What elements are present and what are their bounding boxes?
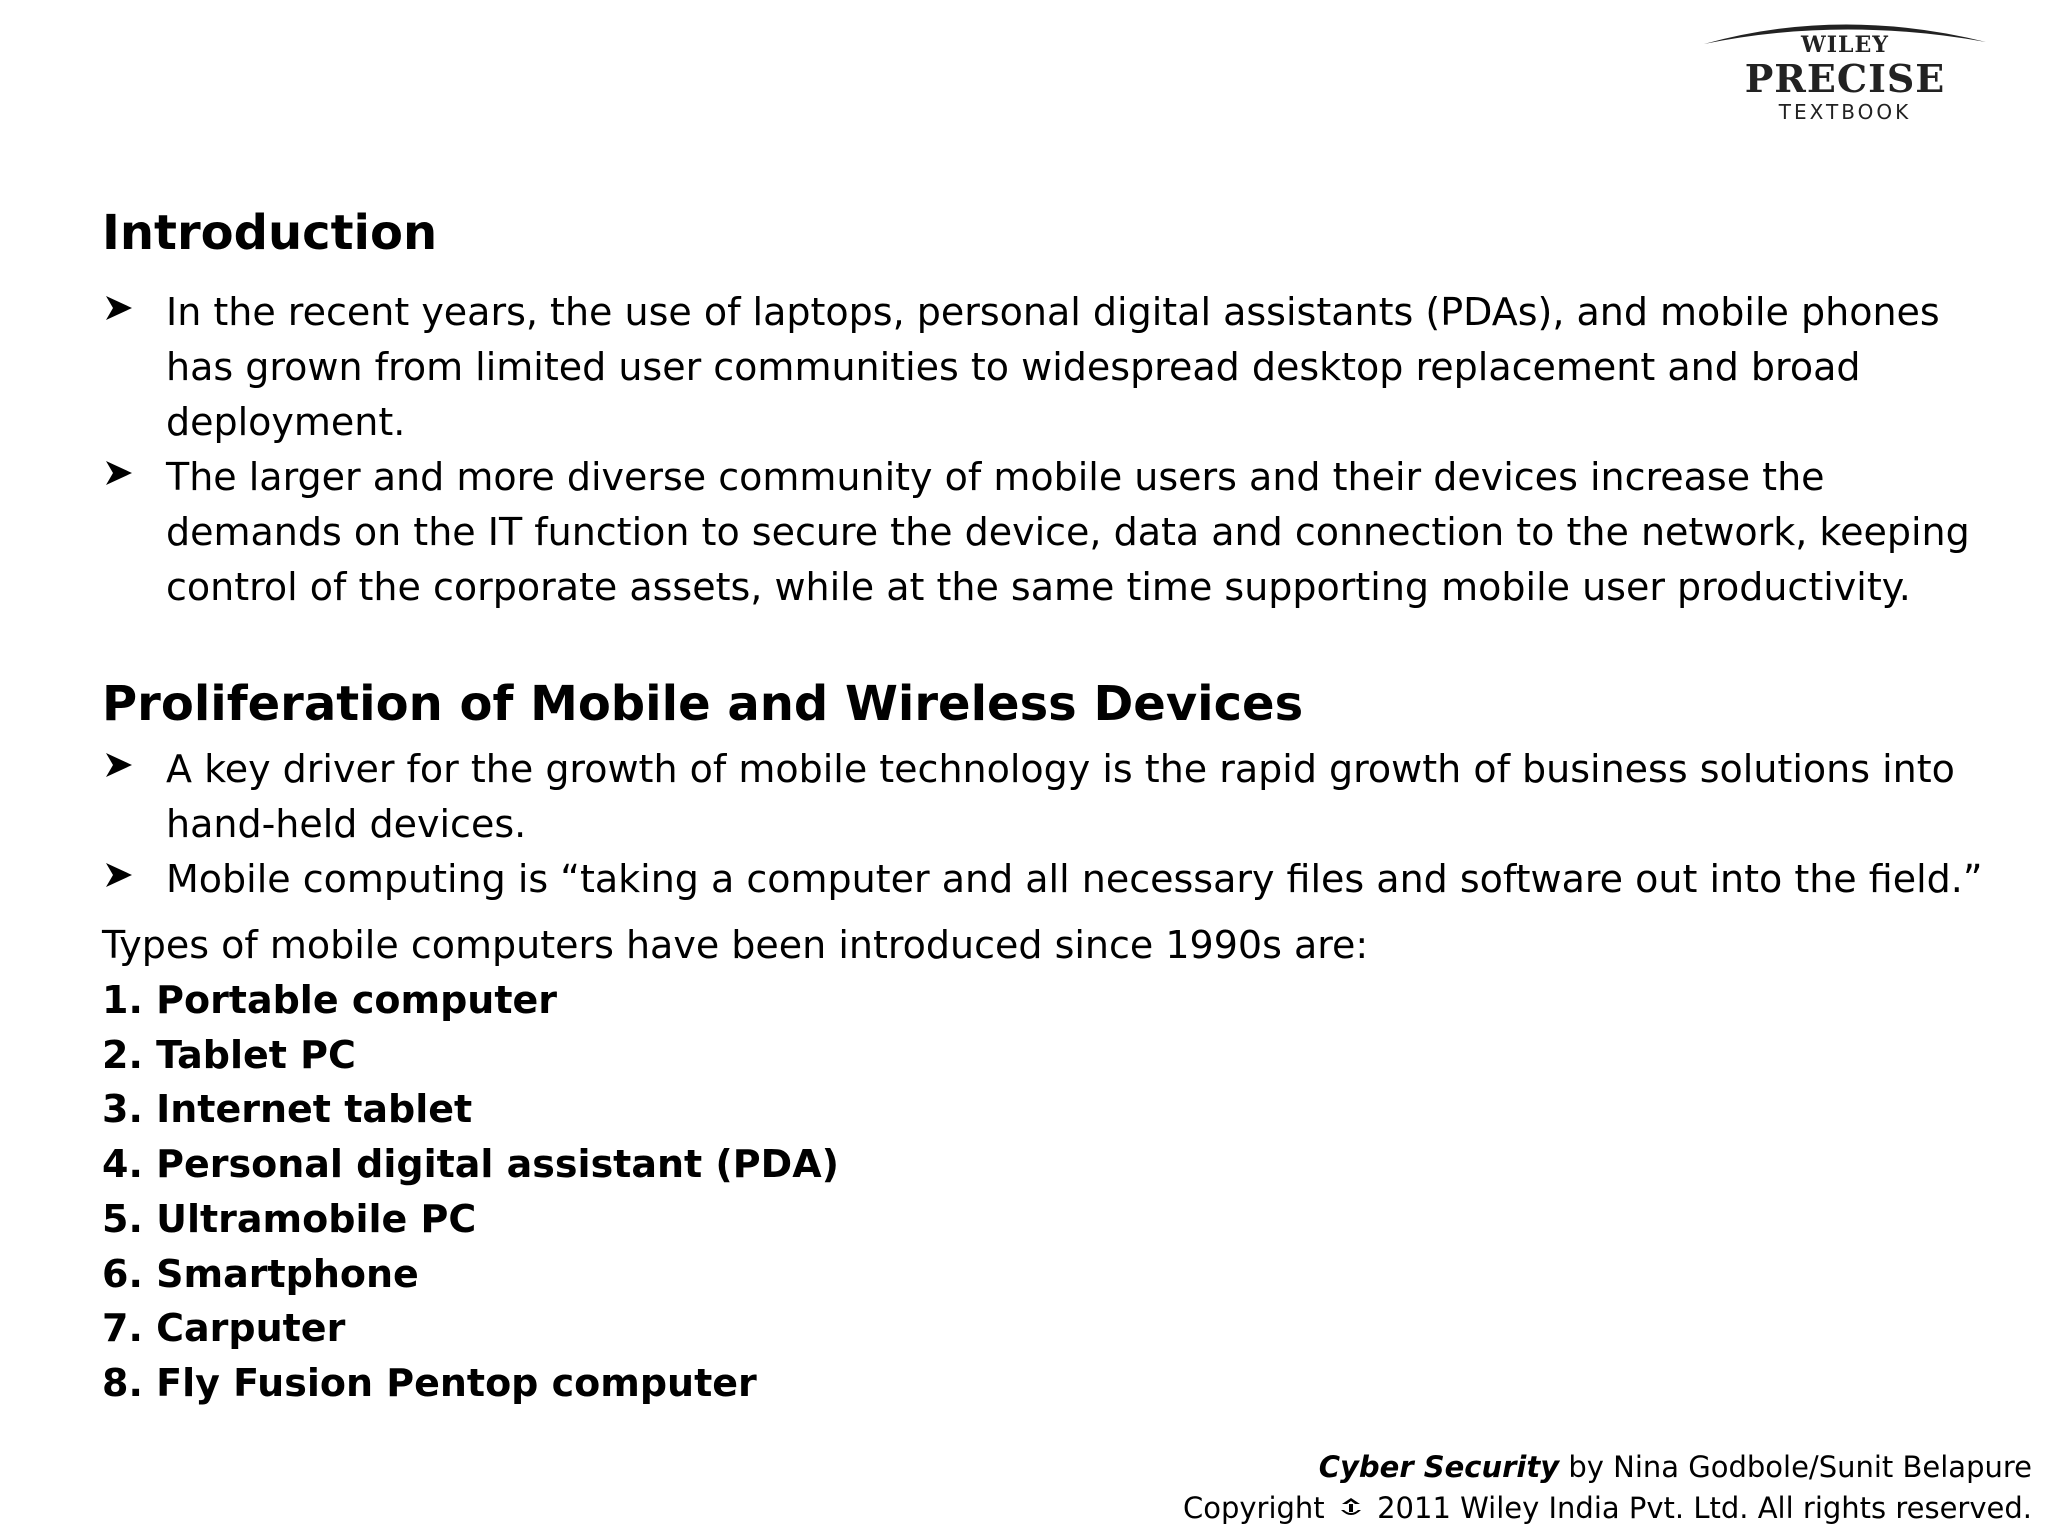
logo-line: PRECISE [1744,56,1946,101]
book-title: Cyber Security [1318,1450,1560,1484]
list-item: 7. Carputer [102,1306,346,1351]
footer-credit-line [1183,1447,2032,1488]
bullet-item [102,852,2002,907]
logo-series: TEXTBOOK [1778,100,1912,124]
types-intro-text: Types of mobile computers have been introduced since 1990s are: [102,923,1369,967]
proliferation-heading: Proliferation of Mobile and Wireless Devices [102,676,1304,732]
bullet-text: In the recent years, the use of laptops, personal digital assistants (PDAs), and mobile phones has grown from limited user communities to widespread desktop replacement and broad deployment. [166,290,1940,444]
footer [1183,1447,2032,1529]
arrow-bullet-icon [104,450,138,505]
list-item: 1. Portable computer [102,978,557,1022]
list-item: 4. Personal digital assistant (PDA) [102,1142,839,1187]
arrow-bullet-icon [104,852,138,907]
logo-publisher: WILEY [1801,32,1889,58]
list-item: 6. Smartphone [102,1251,419,1296]
bullet-item [102,450,2002,615]
wiley-precise-logo [1700,12,1990,122]
arrow-bullet-icon [104,285,138,340]
copyright-icon [1338,1491,1364,1517]
copyright-prefix: Copyright [1182,1491,1325,1525]
types-list [102,973,839,1411]
arrow-bullet-icon [104,742,138,797]
copyright-text: 2011 Wiley India Pvt. Ltd. All rights reserved. [1377,1491,2032,1525]
list-item: 3. Internet tablet [102,1087,473,1132]
bullet-item [102,742,2002,852]
introduction-bullets [102,285,2002,615]
bullet-text: A key driver for the growth of mobile technology is the rapid growth of business solutions into hand-held devices. [166,747,1955,846]
list-item: 5. Ultramobile PC [102,1196,477,1241]
bullet-text: The larger and more diverse community of mobile users and their devices increase the demands on the IT function to secure the device, data and connection to the network, keeping control of the corporate assets, while at the same time supporting mobile user productivity. [166,455,1970,609]
list-item: 8. Fly Fusion Pentop computer [102,1360,757,1405]
bullet-item [102,285,2002,450]
list-item: 2. Tablet PC [102,1032,356,1077]
introduction-heading: Introduction [102,205,438,261]
bullet-text: Mobile computing is “taking a computer and all necessary files and software out into the field.” [166,857,1983,901]
footer-authors: by Nina Godbole/Sunit Belapure [1559,1450,2032,1484]
proliferation-bullets [102,742,2002,907]
footer-copyright-line [1183,1488,2032,1529]
